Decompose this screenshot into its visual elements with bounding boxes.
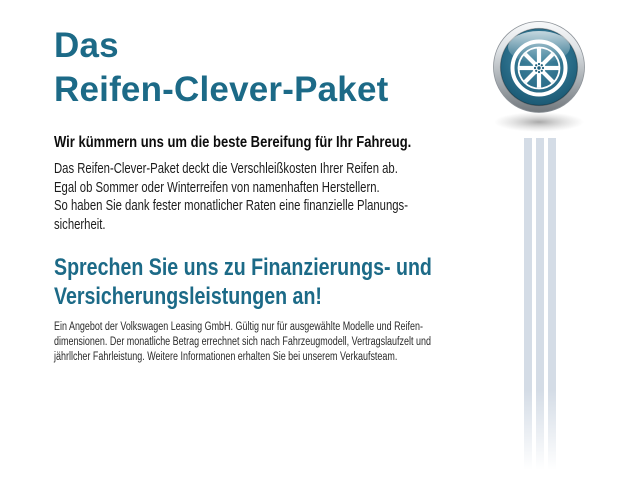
body-line: Egal ob Sommer oder Winterreifen von namenhaften Herstellern. bbox=[54, 179, 380, 196]
body-line: sicherheit. bbox=[54, 216, 106, 233]
disclaimer-line: jährllcher Fahrleistung. Weitere Informationen erhalten Sie bei unserem Verkaufsteam. bbox=[54, 350, 398, 363]
disclaimer-line: Ein Angebot der Volkswagen Leasing GmbH. Gültig nur für ausgewählte Modelle und Reifen- bbox=[54, 321, 423, 333]
page-title-line1: Das bbox=[54, 26, 119, 65]
cta-heading bbox=[54, 253, 432, 311]
body-line: Das Reifen-Clever-Paket deckt die Verschleißkosten Ihrer Reifen ab. bbox=[54, 161, 398, 177]
tire-wheel-icon bbox=[489, 19, 589, 134]
tire-wheel-icon-svg bbox=[489, 19, 589, 134]
intro-subtitle: Wir kümmern uns um die beste Bereifung für Ihr Fahreug. bbox=[54, 134, 412, 151]
decor-stripe bbox=[524, 138, 532, 470]
decor-stripe bbox=[548, 138, 556, 470]
disclaimer-text bbox=[54, 320, 431, 364]
decor-stripe bbox=[536, 138, 544, 470]
disclaimer-line: dimensionen. Der monatliche Betrag errechnet sich nach Fahrzeugmodell, Vertragslaufzelt und bbox=[54, 335, 431, 348]
page-title bbox=[54, 24, 389, 112]
cta-line2: Versicherungsleistungen an! bbox=[54, 283, 322, 310]
body-paragraph bbox=[54, 160, 408, 234]
body-line: So haben Sie dank fester monatlicher Raten eine finanzielle Planungs- bbox=[54, 198, 408, 214]
page-title-line2: Reifen-Clever-Paket bbox=[54, 70, 389, 109]
cta-line1: Sprechen Sie uns zu Finanzierungs- und bbox=[54, 254, 432, 281]
decor-stripes bbox=[524, 138, 556, 470]
